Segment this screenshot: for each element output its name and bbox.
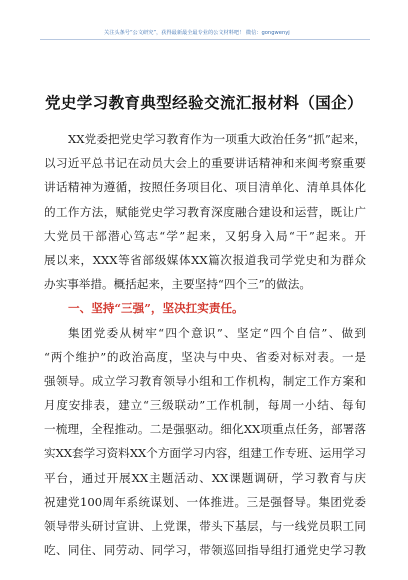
paragraph-line: 吃、同住、同劳动、同学习，带领巡回指导组打通党史学习教 <box>44 543 366 558</box>
paragraph-line: 一梳理，全程推动。二是强驱动。细化XX项重点任务，部署落 <box>44 422 366 437</box>
paragraph-line: 以习近平总书记在动员大会上的重要讲话精神和来闽考察重要 <box>44 156 366 171</box>
paragraph-line: XX党委把党史学习教育作为一项重大政治任务“抓”起来， <box>68 132 366 146</box>
paragraph-line: 的工作方法，赋能党史学习教育深度融合建设和运营，既让广 <box>44 204 366 219</box>
paragraph-line: 办实事举措。概括起来，主要坚持“四个三”的做法。 <box>44 277 311 292</box>
paragraph-line: 祝建党100周年系统谋划、一体推进。三是强督导。集团党委 <box>44 494 366 509</box>
header-rule <box>40 39 370 40</box>
header-banner: 关注头条号“公文研究”，获得最新最全最专业的公文材料吧！ 微信：gongwenyj <box>104 30 290 36</box>
paragraph-line: 领导带头研讨宣讲、上党课，带头下基层，与一线党员职工同 <box>44 519 366 533</box>
paragraph-line: 大党员干部潜心笃志“学”起来，又躬身入局“干”起来。开 <box>44 228 366 243</box>
paragraph-line: 月度安排表，建立“三级联动”工作机制，每周一小结、每旬 <box>44 398 366 413</box>
paragraph-line: 强领导。成立学习教育领导小组和工作机构，制定工作方案和 <box>44 373 366 388</box>
paragraph-line: 平台，通过开展XX主题活动、XX课题调研，学习教育与庆 <box>44 470 366 485</box>
paragraph-line: 讲话精神为遵循，按照任务项目化、项目清单化、清单具体化 <box>44 180 366 195</box>
paragraph-line: 实XX套学习资料XX个方面学习内容，组建工作专班、运用学习 <box>44 446 366 461</box>
paragraph-line: 展以来，XXX等省部级媒体XX篇次报道我司学党史和为群众 <box>44 252 366 267</box>
paragraph-line: 集团党委从树牢“四个意识”、坚定“四个自信”、做到 <box>68 325 366 340</box>
document-title: 党史学习教育典型经验交流汇报材料（国企） <box>44 93 363 112</box>
paragraph-line: “两个维护”的政治高度，坚决与中央、省委对标对表。一是 <box>44 349 366 364</box>
section-heading: 一、坚持“三强”，坚决扛实责任。 <box>68 301 244 316</box>
document-body <box>44 127 366 562</box>
